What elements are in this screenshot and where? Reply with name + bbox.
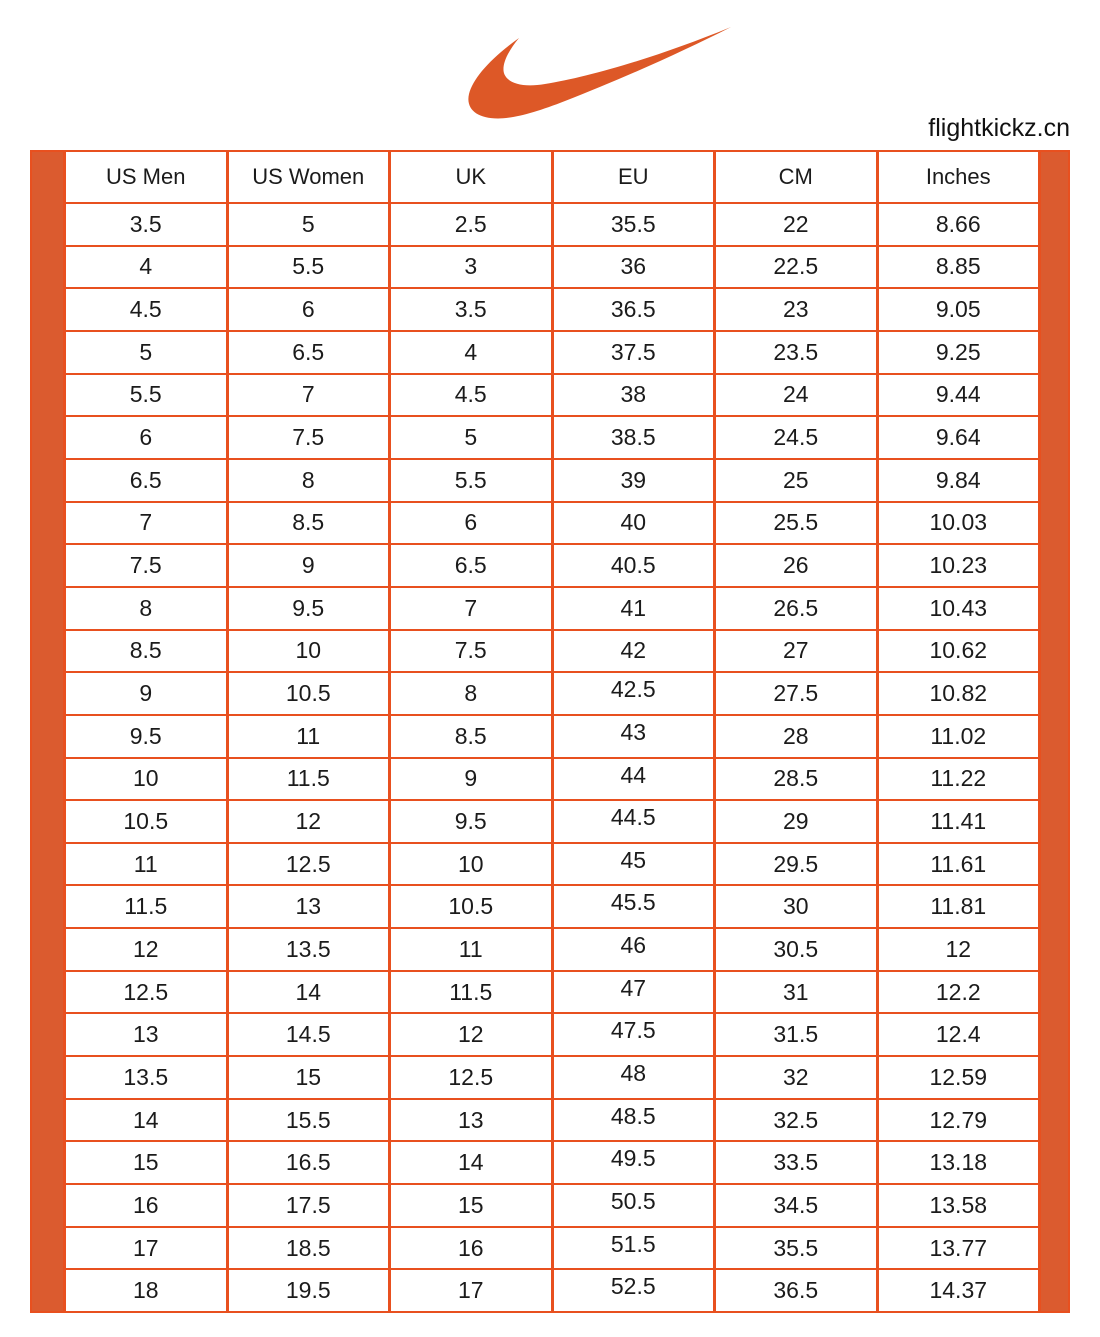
table-cell: 34.5 xyxy=(716,1185,876,1226)
table-cell: 13 xyxy=(66,1014,226,1055)
table-cell: 8 xyxy=(66,588,226,629)
table-cell: 2.5 xyxy=(391,204,551,245)
table-cell: 25.5 xyxy=(716,503,876,544)
table-cell: 27 xyxy=(716,631,876,672)
table-cell: 10.62 xyxy=(879,631,1039,672)
right-accent-bar xyxy=(1041,152,1068,1311)
table-cell: 12.5 xyxy=(66,972,226,1013)
table-cell: 22.5 xyxy=(716,247,876,288)
table-cell: 22 xyxy=(716,204,876,245)
table-cell: 10.5 xyxy=(391,886,551,927)
table-cell: 4.5 xyxy=(391,375,551,416)
table-cell: 8.66 xyxy=(879,204,1039,245)
table-cell: 11 xyxy=(229,716,389,757)
table-cell: 32 xyxy=(716,1057,876,1098)
table-cell: 15 xyxy=(66,1142,226,1183)
table-cell: 14 xyxy=(391,1142,551,1183)
table-cell: 11 xyxy=(391,929,551,970)
table-cell: 27.5 xyxy=(716,673,876,714)
table-cell: 28.5 xyxy=(716,759,876,800)
table-cell: 6.5 xyxy=(391,545,551,586)
table-cell: 10.23 xyxy=(879,545,1039,586)
table-cell: 9.05 xyxy=(879,289,1039,330)
table-cell: 42 xyxy=(554,631,714,672)
table-cell: 18.5 xyxy=(229,1228,389,1269)
table-cell: 4.5 xyxy=(66,289,226,330)
table-cell: 40 xyxy=(554,503,714,544)
table-cell: 45.5 xyxy=(554,886,714,927)
table-cell: 39 xyxy=(554,460,714,501)
table-cell: 10.5 xyxy=(66,801,226,842)
table-cell: 7.5 xyxy=(229,417,389,458)
table-cell: 9.84 xyxy=(879,460,1039,501)
table-cell: 11.22 xyxy=(879,759,1039,800)
table-cell: 6 xyxy=(391,503,551,544)
table-cell: 8.5 xyxy=(66,631,226,672)
table-cell: 32.5 xyxy=(716,1100,876,1141)
table-cell: 10.5 xyxy=(229,673,389,714)
table-cell: 7 xyxy=(229,375,389,416)
table-cell: 11.5 xyxy=(391,972,551,1013)
table-cell: 4 xyxy=(66,247,226,288)
table-cell: 12.5 xyxy=(391,1057,551,1098)
table-cell: 24 xyxy=(716,375,876,416)
table-cell: 11.81 xyxy=(879,886,1039,927)
table-cell: 16 xyxy=(391,1228,551,1269)
table-cell: 13.5 xyxy=(66,1057,226,1098)
table-cell: 28 xyxy=(716,716,876,757)
table-cell: 9.5 xyxy=(229,588,389,629)
table-cell: 48.5 xyxy=(554,1100,714,1141)
table-cell: 10 xyxy=(66,759,226,800)
table-cell: 33.5 xyxy=(716,1142,876,1183)
table-cell: 12 xyxy=(66,929,226,970)
table-cell: 30 xyxy=(716,886,876,927)
table-cell: 31.5 xyxy=(716,1014,876,1055)
table-cell: 19.5 xyxy=(229,1270,389,1311)
nike-swoosh-logo xyxy=(448,26,733,121)
table-cell: 14 xyxy=(66,1100,226,1141)
table-cell: 8.85 xyxy=(879,247,1039,288)
table-cell: 12.4 xyxy=(879,1014,1039,1055)
table-cell: 5 xyxy=(229,204,389,245)
table-cell: 14.5 xyxy=(229,1014,389,1055)
table-cell: 25 xyxy=(716,460,876,501)
table-cell: 6 xyxy=(229,289,389,330)
table-cell: 6 xyxy=(66,417,226,458)
table-cell: 7.5 xyxy=(66,545,226,586)
table-cell: 9.44 xyxy=(879,375,1039,416)
header-cell: CM xyxy=(716,152,876,202)
table-cell: 11.02 xyxy=(879,716,1039,757)
table-cell: 7 xyxy=(391,588,551,629)
table-cell: 35.5 xyxy=(716,1228,876,1269)
table-cell: 36 xyxy=(554,247,714,288)
table-cell: 9.5 xyxy=(391,801,551,842)
table-cell: 12.5 xyxy=(229,844,389,885)
table-cell: 12.2 xyxy=(879,972,1039,1013)
table-cell: 8.5 xyxy=(229,503,389,544)
header-cell: EU xyxy=(554,152,714,202)
table-cell: 13 xyxy=(391,1100,551,1141)
table-cell: 15 xyxy=(229,1057,389,1098)
table-cell: 44.5 xyxy=(554,801,714,842)
table-cell: 9.64 xyxy=(879,417,1039,458)
table-cell: 45 xyxy=(554,844,714,885)
table-cell: 13.77 xyxy=(879,1228,1039,1269)
table-cell: 12 xyxy=(391,1014,551,1055)
watermark-text: flightkickz.cn xyxy=(928,114,1070,142)
table-cell: 17 xyxy=(66,1228,226,1269)
table-cell: 10.82 xyxy=(879,673,1039,714)
table-cell: 8.5 xyxy=(391,716,551,757)
table-cell: 12 xyxy=(229,801,389,842)
table-cell: 36.5 xyxy=(554,289,714,330)
table-cell: 29.5 xyxy=(716,844,876,885)
size-table-grid xyxy=(63,152,1041,1311)
table-cell: 12.59 xyxy=(879,1057,1039,1098)
table-cell: 18 xyxy=(66,1270,226,1311)
size-conversion-table xyxy=(30,150,1070,1313)
table-cell: 7.5 xyxy=(391,631,551,672)
table-cell: 46 xyxy=(554,929,714,970)
table-cell: 13 xyxy=(229,886,389,927)
table-cell: 4 xyxy=(391,332,551,373)
table-cell: 3.5 xyxy=(66,204,226,245)
header-cell: US Men xyxy=(66,152,226,202)
table-cell: 8 xyxy=(391,673,551,714)
table-cell: 49.5 xyxy=(554,1142,714,1183)
table-cell: 14 xyxy=(229,972,389,1013)
header-cell: US Women xyxy=(229,152,389,202)
table-cell: 5.5 xyxy=(229,247,389,288)
table-cell: 16.5 xyxy=(229,1142,389,1183)
table-cell: 13.18 xyxy=(879,1142,1039,1183)
table-cell: 9.5 xyxy=(66,716,226,757)
table-cell: 44 xyxy=(554,759,714,800)
table-cell: 14.37 xyxy=(879,1270,1039,1311)
table-cell: 5.5 xyxy=(391,460,551,501)
table-cell: 31 xyxy=(716,972,876,1013)
table-cell: 41 xyxy=(554,588,714,629)
table-cell: 38.5 xyxy=(554,417,714,458)
table-cell: 24.5 xyxy=(716,417,876,458)
table-cell: 40.5 xyxy=(554,545,714,586)
table-cell: 47.5 xyxy=(554,1014,714,1055)
table-cell: 6.5 xyxy=(229,332,389,373)
table-cell: 12 xyxy=(879,929,1039,970)
table-cell: 3 xyxy=(391,247,551,288)
table-cell: 13.5 xyxy=(229,929,389,970)
table-cell: 15 xyxy=(391,1185,551,1226)
table-cell: 26 xyxy=(716,545,876,586)
table-cell: 30.5 xyxy=(716,929,876,970)
table-cell: 23.5 xyxy=(716,332,876,373)
table-cell: 11.5 xyxy=(66,886,226,927)
table-cell: 42.5 xyxy=(554,673,714,714)
table-cell: 23 xyxy=(716,289,876,330)
table-cell: 36.5 xyxy=(716,1270,876,1311)
table-cell: 35.5 xyxy=(554,204,714,245)
table-cell: 5 xyxy=(66,332,226,373)
table-cell: 50.5 xyxy=(554,1185,714,1226)
table-cell: 26.5 xyxy=(716,588,876,629)
table-cell: 37.5 xyxy=(554,332,714,373)
table-cell: 9 xyxy=(66,673,226,714)
table-cell: 6.5 xyxy=(66,460,226,501)
table-cell: 17 xyxy=(391,1270,551,1311)
table-cell: 11 xyxy=(66,844,226,885)
table-cell: 12.79 xyxy=(879,1100,1039,1141)
table-cell: 7 xyxy=(66,503,226,544)
table-cell: 52.5 xyxy=(554,1270,714,1311)
table-cell: 11.41 xyxy=(879,801,1039,842)
header-cell: Inches xyxy=(879,152,1039,202)
table-cell: 8 xyxy=(229,460,389,501)
table-cell: 11.61 xyxy=(879,844,1039,885)
table-cell: 51.5 xyxy=(554,1228,714,1269)
table-cell: 38 xyxy=(554,375,714,416)
table-cell: 13.58 xyxy=(879,1185,1039,1226)
table-cell: 9 xyxy=(229,545,389,586)
table-cell: 29 xyxy=(716,801,876,842)
table-cell: 10 xyxy=(391,844,551,885)
table-cell: 10.43 xyxy=(879,588,1039,629)
table-cell: 3.5 xyxy=(391,289,551,330)
table-cell: 17.5 xyxy=(229,1185,389,1226)
table-cell: 16 xyxy=(66,1185,226,1226)
table-cell: 48 xyxy=(554,1057,714,1098)
table-cell: 47 xyxy=(554,972,714,1013)
table-cell: 11.5 xyxy=(229,759,389,800)
table-cell: 15.5 xyxy=(229,1100,389,1141)
nike-swoosh-icon xyxy=(448,26,733,121)
table-cell: 5.5 xyxy=(66,375,226,416)
table-cell: 9 xyxy=(391,759,551,800)
table-cell: 9.25 xyxy=(879,332,1039,373)
table-cell: 10.03 xyxy=(879,503,1039,544)
table-cell: 43 xyxy=(554,716,714,757)
left-accent-bar xyxy=(32,152,63,1311)
table-cell: 5 xyxy=(391,417,551,458)
header-cell: UK xyxy=(391,152,551,202)
table-cell: 10 xyxy=(229,631,389,672)
